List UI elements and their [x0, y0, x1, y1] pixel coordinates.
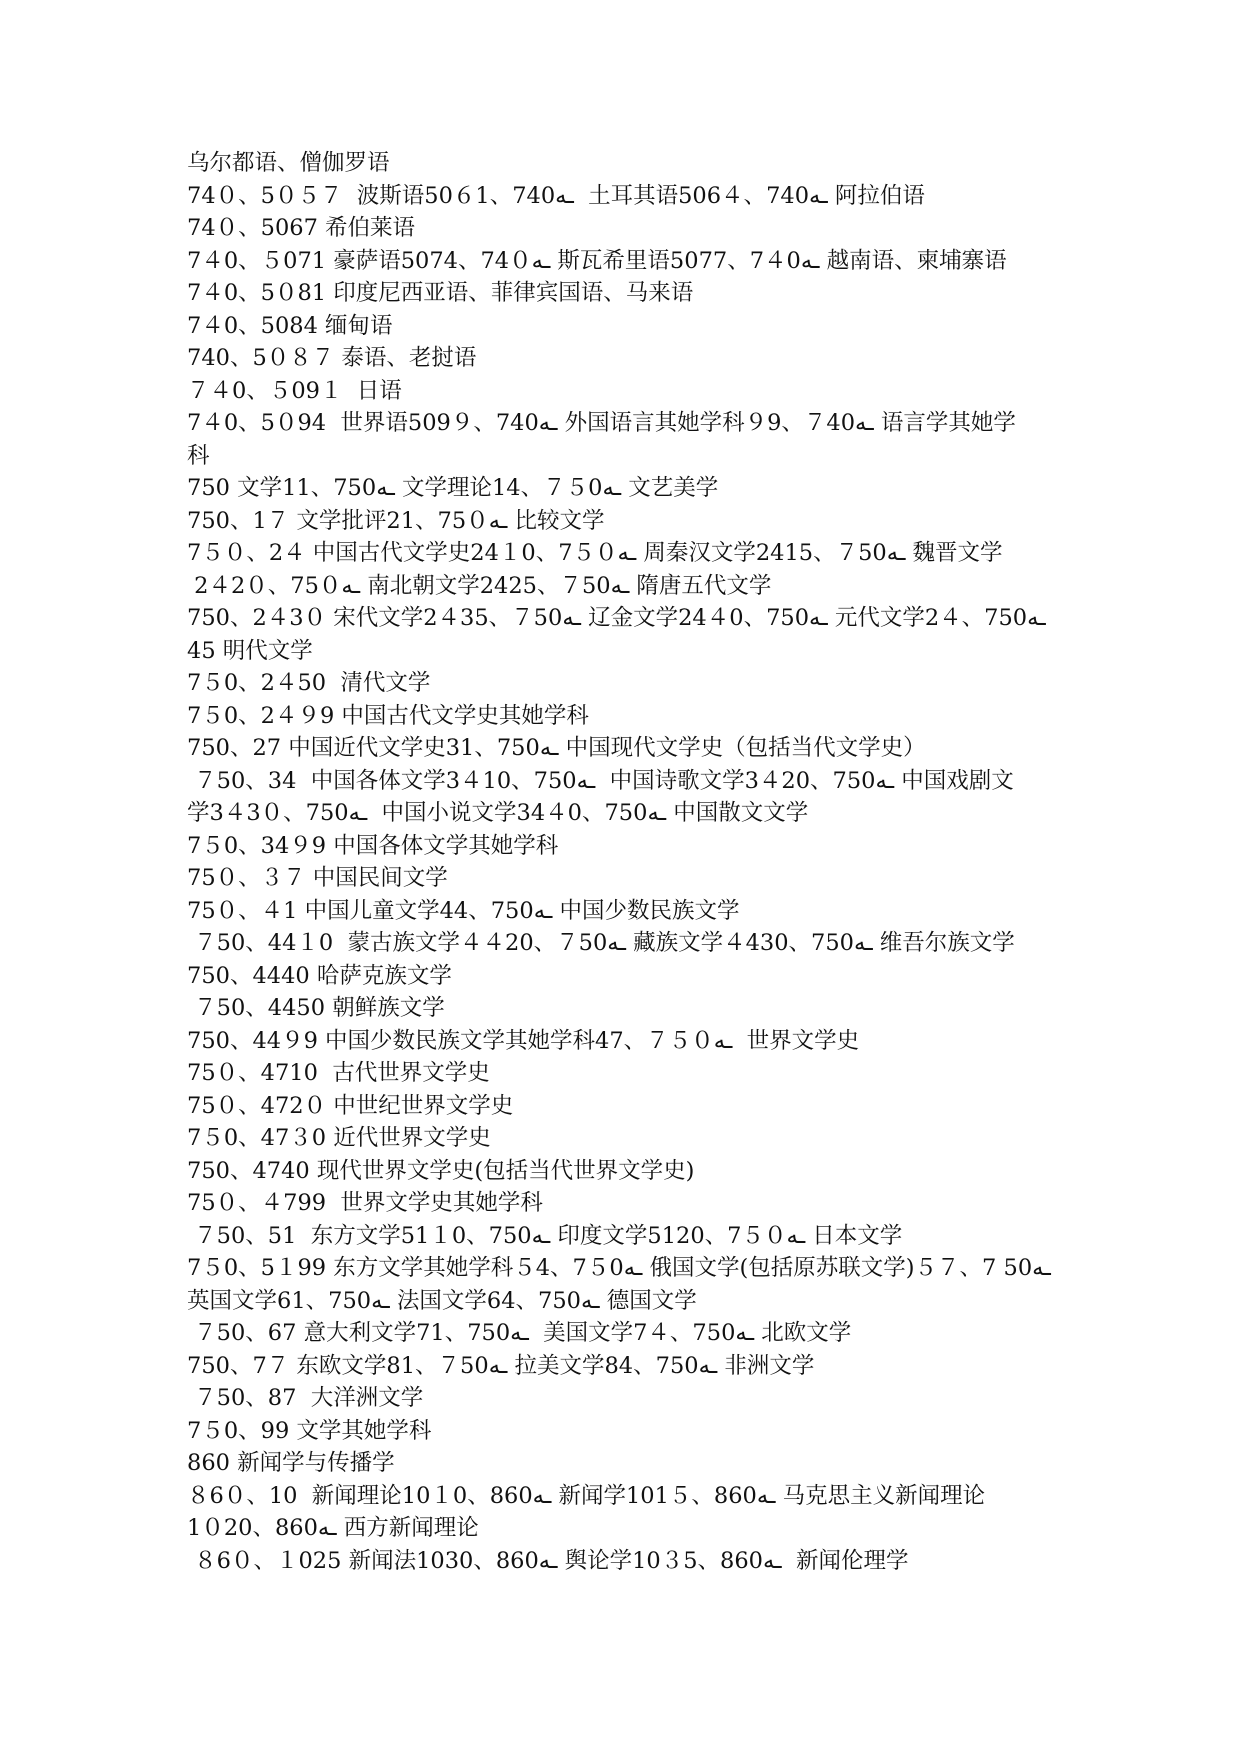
text-line: ７50、51 东方文学51１0、750ـﻪ 印度文学5120、7５０ـﻪ 日本文学	[187, 1222, 903, 1249]
text-line: 2４2０、75０ـﻪ 南北朝文学2425、７50ـﻪ 隋唐五代文学	[187, 572, 772, 599]
text-line: 7５0、34９9 中国各体文学其她学科	[187, 832, 559, 859]
text-line: 750、4740 现代世界文学史(包括当代世界文学史)	[187, 1157, 695, 1184]
text-line: ７50、44１0 蒙古族文学４４20、７50ـﻪ 藏族文学４430、750ـﻪ 维吾尔族文学	[187, 930, 1015, 956]
text-line: 750 文学11、750ـﻪ 文学理论14、７５0ـﻪ 文艺美学	[187, 475, 719, 501]
text-body	[187, 147, 1067, 1577]
text-line: 74０、5067 希伯莱语	[187, 215, 416, 241]
text-line: ７50、67 意大利文学71、750ـﻪ 美国文学7４、750ـﻪ 北欧文学	[187, 1320, 852, 1346]
text-line: 7５０、2４ 中国古代文学史24１0、7５０ـﻪ 周秦汉文学2415、７50ـﻪ 魏晋文学	[187, 540, 1003, 566]
text-line: ７50、4450 朝鲜族文学	[187, 995, 445, 1021]
text-line: 7４0、5084 缅甸语	[187, 312, 393, 339]
text-line: 乌尔都语、僧伽罗语	[187, 150, 390, 176]
text-line: 860 新闻学与传播学	[187, 1450, 395, 1476]
text-line: 75０、４799 世界文学史其她学科	[187, 1190, 543, 1216]
text-line: 7５0、47３0 近代世界文学史	[187, 1125, 491, 1151]
text-line: 750、4440 哈萨克族文学	[187, 962, 452, 989]
text-line: 45 明代文学	[187, 637, 313, 664]
text-line: 75０、4710 古代世界文学史	[187, 1060, 490, 1086]
text-line: 7５0、5１99 东方文学其她学科５4、7５0ـﻪ 俄国文学(包括原苏联文学)５７、7 50ـﻪ	[187, 1255, 1051, 1281]
text-line: 7４0、５071 豪萨语5074、74０ـﻪ 斯瓦希里语5077、7４0ـﻪ 越南语、柬埔寨语	[187, 247, 1007, 274]
text-line: 7５0、2４９9 中国古代文学史其她学科	[187, 702, 589, 729]
text-line: 750、44９9 中国少数民族文学其她学科47、７５０ـﻪ 世界文学史	[187, 1027, 860, 1054]
text-line: 7４0、5０94 世界语509９、740ـﻪ 外国语言其她学科９9、７40ـﻪ 语言学其她学	[187, 410, 1016, 436]
text-line: ８6０、１025 新闻法1030、860ـﻪ 舆论学10３5、860ـﻪ 新闻伦理学	[187, 1547, 909, 1574]
text-line: 7５0、2４50 清代文学	[187, 670, 431, 696]
text-line: 75０、３７ 中国民间文学	[187, 865, 448, 891]
text-line: 74０、5０５７ 波斯语50６1、740ـﻪ 土耳其语506４、740ـﻪ 阿拉伯语	[187, 182, 925, 209]
text-line: 7４0、5０81 印度尼西亚语、菲律宾国语、马来语	[187, 280, 694, 306]
text-line: 750、1７ 文学批评21、75０ـﻪ 比较文学	[187, 507, 605, 534]
text-line: 科	[187, 442, 210, 469]
text-line: 1０20、860ـﻪ 西方新闻理论	[187, 1515, 479, 1541]
text-line: ７50、87 大洋洲文学	[187, 1385, 424, 1411]
text-line: 75０、４1 中国儿童文学44、750ـﻪ 中国少数民族文学	[187, 897, 740, 924]
text-line: 学3４3０、750ـﻪ 中国小说文学34４0、750ـﻪ 中国散文文学	[187, 800, 809, 826]
text-line: ８6０、10 新闻理论10１0、860ـﻪ 新闻学101５、860ـﻪ 马克思主义新闻理论	[187, 1482, 986, 1509]
text-line: ７50、34 中国各体文学3４10、750ـﻪ 中国诗歌文学3４20、750ـﻪ 中国戏剧文	[187, 767, 1014, 794]
text-line: 740、5０８７ 泰语、老挝语	[187, 345, 477, 371]
text-line: ７４0、５09１ 日语	[187, 377, 402, 404]
text-line: 75０、472０ 中世纪世界文学史	[187, 1092, 514, 1119]
text-line: 750、2４3０ 宋代文学2４35、７50ـﻪ 辽金文学24４0、750ـﻪ 元代文学2４、750ـﻪ	[187, 605, 1046, 631]
text-line: 750、27 中国近代文学史31、750ـﻪ 中国现代文学史（包括当代文学史）	[187, 735, 926, 761]
text-line: 7５0、99 文学其她学科	[187, 1417, 432, 1444]
text-line: 750、7７ 东欧文学81、７50ـﻪ 拉美文学84、750ـﻪ 非洲文学	[187, 1352, 815, 1379]
text-line: 英国文学61、750ـﻪ 法国文学64、750ـﻪ 德国文学	[187, 1287, 697, 1314]
